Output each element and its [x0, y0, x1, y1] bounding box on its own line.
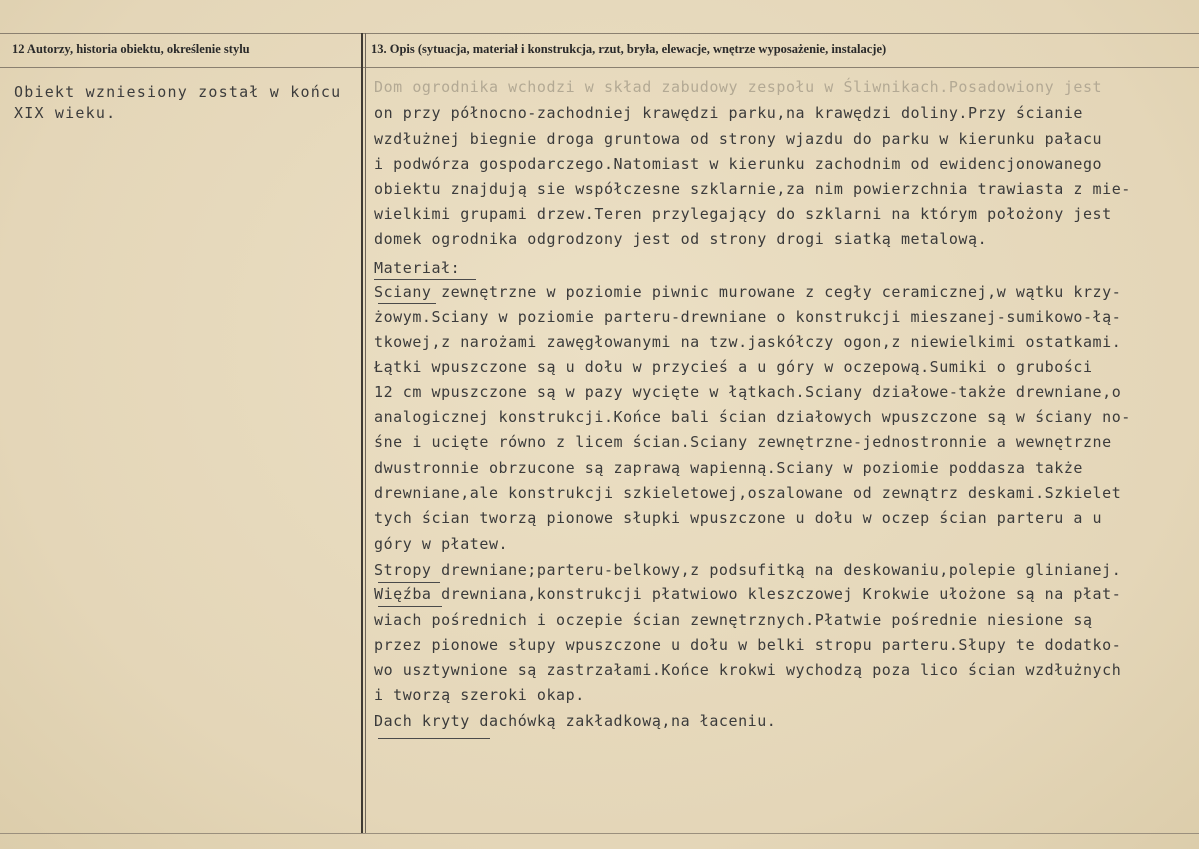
- authors-history-text: [14, 82, 354, 124]
- text-line: przez pionowe słupy wpuszczone u dołu w belki stropu parteru.Słupy te dodatko-: [374, 636, 1122, 654]
- text-line: Dach kryty dachówką zakładkową,na łaceniu.: [374, 712, 777, 730]
- text-line: wzdłużnej biegnie droga gruntowa od strony wjazdu do parku w kierunku pałacu: [374, 130, 1103, 148]
- text-line: Dom ogrodnika wchodzi w skład zabudowy zespołu w Śliwnikach.Posadowiony jest: [374, 78, 1103, 96]
- text-line: Stropy drewniane;parteru-belkowy,z podsufitką na deskowaniu,polepie glinianej.: [374, 561, 1122, 579]
- column-divider: [361, 33, 363, 833]
- top-rule: [0, 33, 1199, 34]
- text-line: dwustronnie obrzucone są zaprawą wapienną.Sciany w poziomie poddasza także: [374, 459, 1083, 477]
- text-line: Sciany zewnętrzne w poziomie piwnic murowane z cegły ceramicznej,w wątku krzy-: [374, 283, 1122, 301]
- text-line: drewniane,ale konstrukcji szkieletowej,oszalowane od zewnątrz deskami.Szkielet: [374, 484, 1122, 502]
- text-line: góry w płatew.: [374, 535, 509, 553]
- text-line: wielkimi grupami drzew.Teren przylegający do szklarni na którym położony jest: [374, 205, 1112, 223]
- text-line: i podwórza gospodarczego.Natomiast w kierunku zachodnim od ewidencjonowanego: [374, 155, 1103, 173]
- text-line: żowym.Sciany w poziomie parteru-drewniane o konstrukcji mieszanej-sumikowo-łą-: [374, 308, 1122, 326]
- text-line: on przy północno-zachodniej krawędzi parku,na krawędzi doliny.Przy ścianie: [374, 104, 1083, 122]
- text-line: domek ogrodnika odgrodzony jest od strony drogi siatką metalową.: [374, 230, 988, 248]
- text-line: i tworzą szeroki okap.: [374, 686, 585, 704]
- text-line: XIX wieku.: [14, 104, 117, 122]
- text-line: tkowej,z narożami zawęgłowanymi na tzw.jaskółczy ogon,z niewielkimi ostatkami.: [374, 333, 1122, 351]
- column-divider-inner: [365, 33, 366, 833]
- text-line: 12 cm wpuszczone są w pazy wycięte w łątkach.Sciany działowe-także drewniane,o: [374, 383, 1122, 401]
- text-line: wiach pośrednich i oczepie ścian zewnętrznych.Płatwie pośrednie niesione są: [374, 611, 1093, 629]
- underline-dach: [378, 738, 490, 739]
- text-line: Łątki wpuszczone są u dołu w przycieś a u góry w oczepową.Sumiki o grubości: [374, 358, 1093, 376]
- underline-wiezba: [378, 606, 442, 607]
- header-rule: [0, 67, 1199, 68]
- field-13-heading: 13. Opis (sytuacja, materiał i konstrukcja, rzut, bryła, elewacje, wnętrze wyposażenie, instalacje): [371, 42, 887, 56]
- text-line: Obiekt wzniesiony został w końcu: [14, 83, 342, 101]
- section-heading-material: Materiał:: [374, 259, 461, 277]
- text-line: tych ścian tworzą pionowe słupki wpuszczone u dołu w oczep ścian parteru a u: [374, 509, 1103, 527]
- underline-stropy: [378, 582, 440, 583]
- underline-material: [374, 279, 476, 280]
- bottom-rule: [0, 833, 1199, 834]
- field-12-heading: 12 Autorzy, historia obiektu, określenie stylu: [12, 42, 250, 56]
- text-line: wo usztywnione są zastrzałami.Końce krokwi wychodzą poza lico ścian wzdłużnych: [374, 661, 1122, 679]
- text-line: obiektu znajdują sie współczesne szklarnie,za nim powierzchnia trawiasta z mie-: [374, 180, 1131, 198]
- text-line: śne i ucięte równo z licem ścian.Sciany zewnętrzne-jednostronnie a wewnętrzne: [374, 433, 1112, 451]
- text-line: Więźba drewniana,konstrukcji płatwiowo kleszczowej Krokwie ułożone są na płat-: [374, 585, 1122, 603]
- text-line: analogicznej konstrukcji.Końce bali ścian działowych wpuszczone są w ściany no-: [374, 408, 1131, 426]
- underline-sciany: [378, 303, 436, 304]
